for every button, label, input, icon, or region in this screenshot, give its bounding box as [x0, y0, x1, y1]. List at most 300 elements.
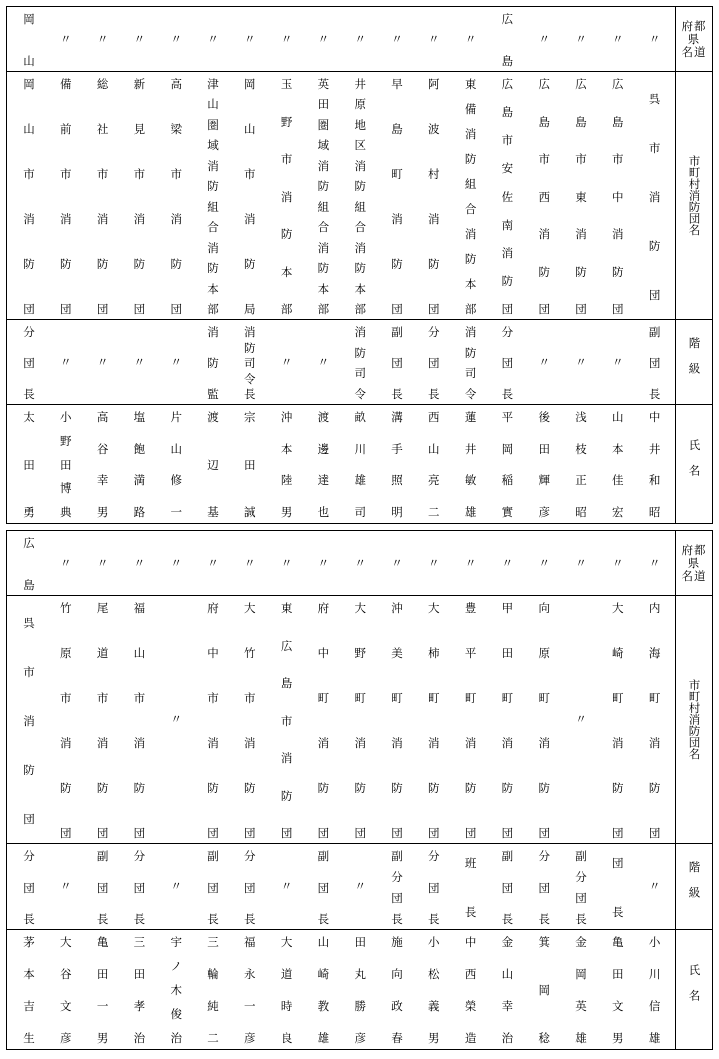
glyph: 防: [428, 257, 440, 271]
glyph: 消: [354, 240, 366, 255]
glyph: 輝: [538, 473, 550, 488]
header-name: [675, 72, 712, 319]
glyph: 総: [96, 77, 109, 91]
cell-person: [305, 405, 341, 523]
glyph: 長: [207, 912, 219, 926]
glyph: 原: [538, 646, 550, 660]
glyph: 圏: [207, 117, 219, 132]
glyph: 市: [612, 152, 624, 166]
cell-pref: [232, 7, 268, 71]
glyph: 甲: [501, 601, 514, 615]
glyph: 内: [648, 601, 661, 615]
header-label: 階級: [687, 336, 702, 388]
glyph: 島: [391, 122, 403, 136]
cell-person: [121, 405, 157, 523]
glyph: 向: [391, 967, 403, 981]
cell-pref: [195, 7, 231, 71]
glyph: 団: [207, 826, 219, 840]
glyph: 〃: [280, 879, 293, 893]
glyph: 松: [428, 967, 440, 981]
glyph: 二: [428, 505, 440, 519]
glyph: 〃: [464, 31, 477, 46]
glyph: 金: [575, 935, 587, 949]
glyph: 渡: [207, 410, 219, 424]
glyph: 路: [133, 505, 146, 519]
glyph: 消: [538, 227, 550, 241]
glyph: 義: [428, 999, 440, 1013]
glyph: 団: [96, 826, 109, 840]
pref-row: [7, 531, 712, 596]
glyph: 〃: [575, 354, 587, 369]
glyph: 男: [428, 1031, 440, 1045]
glyph: 原: [354, 97, 366, 112]
glyph: 副: [391, 325, 403, 339]
glyph: 新: [133, 77, 146, 91]
cell-rank: [232, 844, 268, 929]
header-name: [675, 596, 712, 843]
cell-person: [48, 930, 84, 1049]
cell-pref: [563, 531, 599, 595]
glyph: 防: [464, 781, 477, 795]
glyph: 防: [280, 227, 293, 241]
cell-name: [600, 72, 636, 319]
glyph: 本: [464, 277, 477, 291]
glyph: 稔: [538, 1031, 550, 1045]
glyph: 防: [354, 781, 366, 795]
cell-person: [232, 930, 268, 1049]
glyph: 団: [428, 826, 440, 840]
glyph: 分: [501, 325, 514, 339]
glyph: 防: [612, 781, 624, 795]
cell-name: [48, 72, 84, 319]
cell-rank: [11, 320, 47, 404]
glyph: 典: [60, 505, 72, 519]
glyph: 野: [354, 646, 366, 660]
glyph: 〃: [317, 354, 330, 369]
glyph: 長: [133, 912, 146, 926]
glyph: 消: [244, 325, 256, 339]
glyph: 町: [501, 691, 514, 705]
glyph: 見: [133, 122, 146, 136]
glyph: 市: [244, 691, 256, 705]
glyph: 佳: [612, 473, 624, 488]
glyph: 防: [354, 179, 366, 194]
glyph: 副: [96, 849, 109, 863]
glyph: 広: [575, 77, 587, 91]
glyph: 市: [133, 691, 146, 705]
glyph: 大: [354, 601, 366, 615]
glyph: 団: [575, 302, 587, 316]
cell-person: [48, 405, 84, 523]
glyph: 市: [60, 691, 72, 705]
glyph: 教: [317, 999, 330, 1013]
glyph: 長: [391, 912, 403, 926]
glyph: 島: [612, 114, 624, 129]
glyph: 〃: [60, 879, 72, 893]
glyph: 部: [317, 302, 330, 316]
glyph: 〃: [317, 555, 330, 570]
glyph: 安: [501, 161, 514, 176]
glyph: 〃: [538, 555, 550, 570]
glyph: 団: [96, 302, 109, 316]
glyph: 〃: [170, 712, 182, 726]
glyph: 組: [207, 199, 219, 214]
glyph: 崎: [317, 967, 330, 981]
glyph: 防: [391, 781, 403, 795]
glyph: 岡: [575, 967, 587, 981]
glyph: 彦: [538, 505, 550, 519]
glyph: 山: [133, 646, 146, 660]
glyph: 勇: [23, 505, 35, 519]
glyph: 分: [23, 325, 35, 339]
glyph: 消: [648, 736, 661, 750]
glyph: 消: [170, 212, 182, 226]
glyph: 団: [538, 880, 550, 895]
glyph: 大: [280, 935, 293, 949]
cell-pref: [305, 531, 341, 595]
glyph: 田: [133, 967, 146, 981]
glyph: 消: [207, 240, 219, 255]
glyph: 治: [501, 1031, 514, 1045]
cell-rank: [600, 844, 636, 929]
cell-pref: [526, 7, 562, 71]
glyph: 副: [575, 849, 587, 863]
glyph: 阿: [428, 77, 440, 91]
glyph: 防: [133, 257, 146, 271]
cell-rank: [305, 844, 341, 929]
cell-pref: [48, 7, 84, 71]
glyph: 田: [244, 457, 256, 472]
glyph: 呉: [648, 91, 661, 106]
glyph: 域: [207, 138, 219, 153]
glyph: 地: [354, 117, 366, 132]
glyph: 博: [60, 481, 72, 496]
glyph: 防: [317, 261, 330, 276]
glyph: 広: [280, 638, 293, 653]
glyph: 分: [428, 849, 440, 863]
glyph: 本: [207, 281, 219, 296]
glyph: 本: [280, 441, 293, 456]
glyph: 雄: [464, 505, 477, 519]
cell-person: [11, 405, 47, 523]
glyph: 市: [133, 167, 146, 181]
cell-name: [453, 596, 489, 843]
glyph: 〃: [170, 555, 182, 570]
glyph: 木: [170, 983, 182, 997]
glyph: 田: [354, 935, 366, 949]
cell-name: [563, 596, 599, 843]
glyph: 消: [464, 736, 477, 750]
header-pref-line: 名道: [681, 568, 707, 583]
glyph: 〃: [464, 555, 477, 570]
glyph: 呉: [23, 615, 35, 630]
glyph: 団: [464, 826, 477, 840]
glyph: 陸: [280, 473, 293, 488]
glyph: 昭: [648, 505, 661, 519]
glyph: 〃: [575, 31, 587, 46]
glyph: 亀: [96, 935, 109, 949]
glyph: 広: [538, 77, 550, 91]
cell-rank: [85, 844, 121, 929]
glyph: 団: [133, 880, 146, 895]
glyph: 消: [538, 736, 550, 750]
glyph: 〃: [391, 31, 403, 46]
glyph: 榮: [464, 999, 477, 1013]
glyph: 岡: [23, 12, 35, 26]
glyph: 〃: [133, 354, 146, 369]
glyph: 消: [60, 212, 72, 226]
cell-pref: [379, 7, 415, 71]
glyph: 防: [244, 257, 256, 271]
glyph: 長: [501, 387, 514, 401]
cell-person: [489, 930, 525, 1049]
glyph: 圏: [317, 117, 330, 132]
glyph: 東: [280, 601, 293, 615]
glyph: 田: [317, 97, 330, 112]
cell-name: [269, 72, 305, 319]
glyph: 施: [391, 935, 403, 949]
glyph: 市: [23, 664, 35, 679]
glyph: ノ: [170, 959, 182, 973]
glyph: 〃: [538, 31, 550, 46]
glyph: 防: [317, 781, 330, 795]
cell-name: [416, 596, 452, 843]
glyph: 防: [464, 152, 477, 166]
cell-person: [563, 405, 599, 523]
glyph: 分: [244, 849, 256, 863]
cell-person: [269, 405, 305, 523]
glyph: 団: [391, 356, 403, 370]
glyph: 長: [23, 912, 35, 926]
cell-name: [85, 72, 121, 319]
glyph: 町: [648, 691, 661, 705]
glyph: 団: [354, 826, 366, 840]
glyph: 広: [501, 77, 514, 91]
glyph: 山: [170, 441, 182, 456]
cell-person: [526, 930, 562, 1049]
glyph: 也: [317, 505, 330, 519]
glyph: 道: [280, 967, 293, 981]
glyph: 男: [96, 505, 109, 519]
glyph: 純: [207, 999, 219, 1013]
cell-name: [305, 596, 341, 843]
cell-rank: [379, 844, 415, 929]
cell-rank: [453, 844, 489, 929]
glyph: 司: [354, 505, 366, 519]
cell-name: [526, 596, 562, 843]
glyph: 防: [23, 762, 35, 777]
glyph: 溝: [391, 410, 403, 424]
glyph: 消: [23, 212, 35, 226]
glyph: 防: [207, 179, 219, 194]
cell-pref: [600, 7, 636, 71]
glyph: 田: [612, 967, 624, 981]
glyph: 勝: [354, 999, 366, 1013]
glyph: 消: [391, 736, 403, 750]
glyph: 消: [133, 212, 146, 226]
glyph: 〃: [575, 712, 587, 726]
glyph: 長: [244, 912, 256, 926]
glyph: 〃: [96, 31, 109, 46]
cell-pref: [269, 531, 305, 595]
glyph: 団: [501, 356, 514, 370]
fire-award-table-2: [6, 530, 713, 1050]
cell-rank: [158, 844, 194, 929]
glyph: 道: [96, 646, 109, 660]
glyph: 西: [464, 967, 477, 981]
glyph: 波: [428, 122, 440, 136]
glyph: 防: [354, 345, 366, 360]
glyph: 島: [280, 676, 293, 690]
glyph: 俊: [170, 1007, 182, 1021]
glyph: 団: [612, 826, 624, 840]
rank-row: [7, 320, 712, 405]
glyph: 団: [244, 880, 256, 895]
glyph: 本: [23, 967, 35, 981]
glyph: 消: [317, 736, 330, 750]
glyph: 消: [648, 189, 661, 204]
glyph: 山: [23, 122, 35, 136]
cell-rank: [85, 320, 121, 404]
glyph: 市: [23, 167, 35, 181]
glyph: 団: [648, 356, 661, 370]
glyph: 司: [464, 366, 477, 381]
glyph: 消: [428, 736, 440, 750]
glyph: 団: [538, 826, 550, 840]
glyph: 田: [501, 646, 514, 660]
glyph: 消: [464, 227, 477, 241]
cell-person: [195, 930, 231, 1049]
cell-rank: [379, 320, 415, 404]
glyph: 消: [391, 212, 403, 226]
glyph: 防: [60, 781, 72, 795]
glyph: 幸: [501, 999, 514, 1013]
cell-rank: [269, 844, 305, 929]
glyph: 消: [96, 736, 109, 750]
glyph: 消: [244, 736, 256, 750]
glyph: 町: [538, 691, 550, 705]
glyph: 平: [464, 646, 477, 660]
cell-person: [11, 930, 47, 1049]
cell-person: [232, 405, 268, 523]
glyph: 町: [428, 691, 440, 705]
glyph: 小: [648, 935, 661, 949]
glyph: 三: [133, 935, 146, 949]
cell-name: [379, 596, 415, 843]
glyph: 雄: [354, 473, 366, 488]
cell-name: [48, 596, 84, 843]
cell-rank: [342, 320, 378, 404]
glyph: 〃: [280, 354, 293, 369]
cell-name: [85, 596, 121, 843]
glyph: 渡: [317, 410, 330, 424]
glyph: 副: [501, 849, 514, 863]
glyph: 消: [501, 736, 514, 750]
cell-person: [526, 405, 562, 523]
glyph: 〃: [428, 31, 440, 46]
glyph: 団: [23, 356, 35, 370]
cell-name: [526, 72, 562, 319]
glyph: 分: [428, 325, 440, 339]
glyph: 〃: [170, 31, 182, 46]
glyph: 宗: [244, 410, 256, 424]
glyph: 市: [60, 167, 72, 181]
glyph: 彦: [244, 1031, 256, 1045]
cell-person: [342, 930, 378, 1049]
glyph: 消: [354, 325, 366, 339]
glyph: 高: [170, 77, 182, 91]
glyph: 本: [280, 264, 293, 279]
glyph: 長: [464, 905, 477, 919]
glyph: 市: [96, 167, 109, 181]
glyph: 西: [538, 189, 550, 204]
glyph: 〃: [354, 31, 366, 46]
glyph: 手: [391, 441, 403, 456]
cell-person: [121, 930, 157, 1049]
glyph: 井: [648, 441, 661, 456]
glyph: 町: [464, 691, 477, 705]
cell-rank: [48, 320, 84, 404]
glyph: 消: [317, 158, 330, 173]
cell-pref: [195, 531, 231, 595]
glyph: 長: [428, 387, 440, 401]
glyph: 造: [464, 1031, 477, 1045]
glyph: 市: [538, 152, 550, 166]
glyph: 長: [96, 912, 109, 926]
glyph: 男: [96, 1031, 109, 1045]
glyph: 団: [23, 302, 35, 316]
glyph: 消: [207, 158, 219, 173]
glyph: 防: [575, 264, 587, 279]
name-row: [7, 72, 712, 320]
header-label: 市町村消防団名: [687, 679, 702, 760]
glyph: 団: [391, 826, 403, 840]
glyph: 部: [207, 302, 219, 316]
cell-rank: [489, 320, 525, 404]
glyph: 中: [464, 935, 477, 949]
glyph: 団: [244, 826, 256, 840]
glyph: 防: [648, 781, 661, 795]
cell-person: [379, 405, 415, 523]
glyph: 沖: [391, 601, 403, 615]
glyph: 川: [648, 967, 661, 981]
cell-name: [637, 72, 673, 319]
cell-person: [563, 930, 599, 1049]
header-pref: [675, 531, 712, 595]
glyph: 〃: [96, 555, 109, 570]
cell-pref: [85, 7, 121, 71]
glyph: 基: [207, 505, 219, 519]
glyph: 飽: [133, 441, 146, 456]
glyph: 一: [244, 999, 256, 1013]
glyph: 消: [317, 240, 330, 255]
cell-rank: [453, 320, 489, 404]
glyph: 防: [207, 261, 219, 276]
glyph: 照: [391, 473, 403, 488]
glyph: 〃: [170, 354, 182, 369]
glyph: 津: [207, 77, 219, 91]
glyph: 雄: [317, 1031, 330, 1045]
cell-rank: [195, 320, 231, 404]
glyph: 団: [575, 891, 587, 905]
glyph: 市: [280, 152, 293, 166]
glyph: 防: [244, 781, 256, 795]
name-row: [7, 596, 712, 844]
cell-rank: [416, 844, 452, 929]
glyph: 田: [60, 457, 72, 472]
glyph: 大: [428, 601, 440, 615]
glyph: 府: [207, 601, 219, 615]
